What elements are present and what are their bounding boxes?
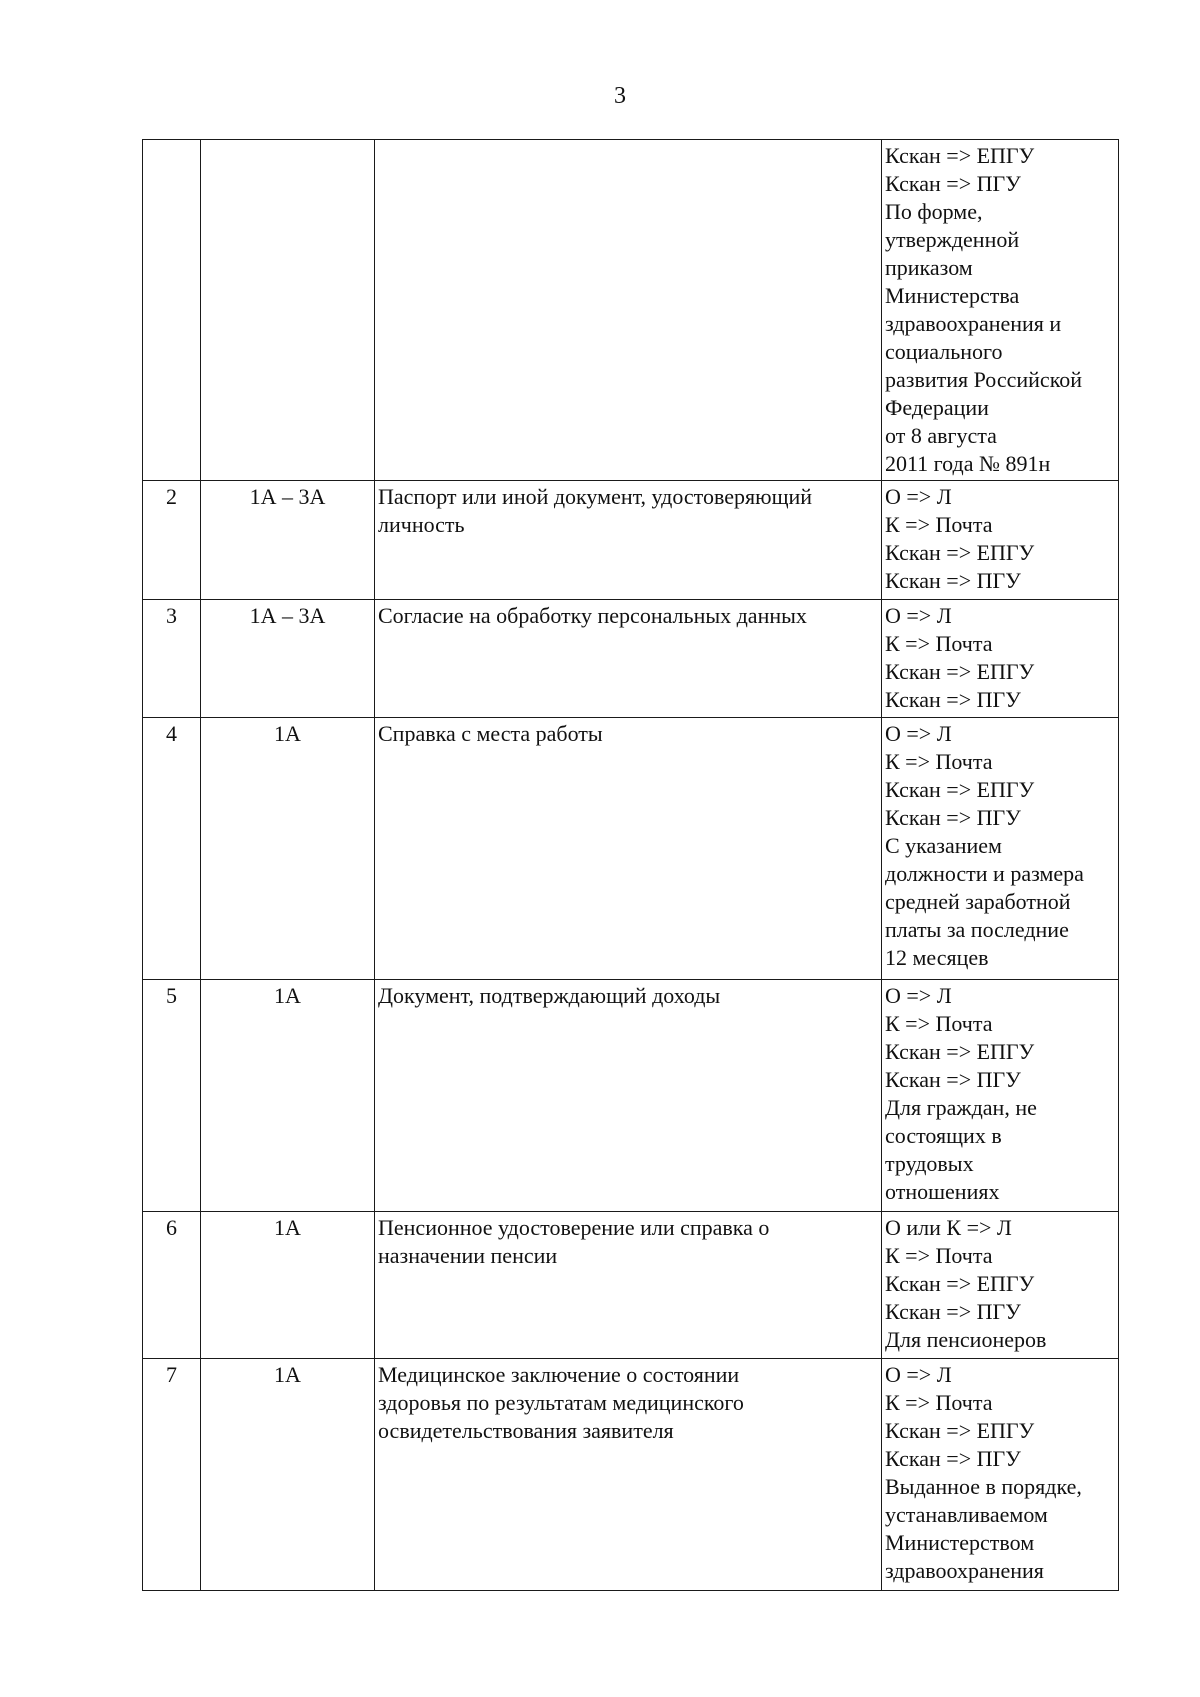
category-code-cell: 1А [201, 1212, 375, 1359]
form-line: утвержденной [885, 227, 1020, 252]
form-line: К => Почта [885, 512, 993, 537]
form-line: К => Почта [885, 631, 993, 656]
form-line: состоящих в [885, 1123, 1002, 1148]
submission-form-cell [882, 1212, 1119, 1359]
document-name-cell [375, 1359, 882, 1591]
form-line: К => Почта [885, 1390, 993, 1415]
form-line: О => Л [885, 721, 952, 746]
form-line: Кскан => ЕПГУ [885, 540, 1035, 565]
form-line: Федерации [885, 395, 989, 420]
name-line: Медицинское заключение о состоянии [378, 1362, 740, 1387]
submission-form-cell [882, 718, 1119, 980]
table-row [143, 718, 1119, 980]
row-number-cell: 7 [143, 1359, 201, 1591]
form-line: О или К => Л [885, 1215, 1012, 1240]
form-line: социального [885, 339, 1003, 364]
form-line: Кскан => ПГУ [885, 687, 1021, 712]
name-line: Согласие на обработку персональных данных [378, 603, 807, 628]
form-line: должности и размера [885, 861, 1084, 886]
name-line: Паспорт или иной документ, удостоверяющий [378, 484, 813, 509]
form-line: Для пенсионеров [885, 1327, 1047, 1352]
form-line: Кскан => ЕПГУ [885, 1271, 1035, 1296]
form-line: К => Почта [885, 1011, 993, 1036]
form-line: Кскан => ПГУ [885, 1299, 1021, 1324]
form-line: Кскан => ЕПГУ [885, 1418, 1035, 1443]
document-name-cell [375, 718, 882, 980]
form-line: О => Л [885, 1362, 952, 1387]
form-line: здравоохранения и [885, 311, 1062, 336]
form-line: приказом [885, 255, 973, 280]
submission-form-cell [882, 1359, 1119, 1591]
table-row [143, 1212, 1119, 1359]
form-line: Министерством [885, 1530, 1035, 1555]
category-code-cell: 1А [201, 980, 375, 1212]
name-line: Документ, подтверждающий доходы [378, 983, 721, 1008]
form-line: от 8 августа [885, 423, 997, 448]
form-line: Выданное в порядке, [885, 1474, 1082, 1499]
documents-table [142, 139, 1119, 1591]
form-line: Кскан => ПГУ [885, 171, 1021, 196]
document-name-cell [375, 1212, 882, 1359]
category-code-cell: 1А [201, 1359, 375, 1591]
form-line: средней заработной [885, 889, 1071, 914]
form-line: Кскан => ЕПГУ [885, 1039, 1035, 1064]
category-code-cell: 1А [201, 718, 375, 980]
document-name-cell [375, 600, 882, 718]
table-row [143, 481, 1119, 600]
name-line: освидетельствования заявителя [378, 1418, 674, 1443]
table-row [143, 140, 1119, 481]
submission-form-cell [882, 600, 1119, 718]
documents-table-body [143, 140, 1119, 1591]
submission-form-cell [882, 980, 1119, 1212]
form-line: Для граждан, не [885, 1095, 1037, 1120]
form-line: Кскан => ПГУ [885, 568, 1021, 593]
form-line: Кскан => ЕПГУ [885, 777, 1035, 802]
form-line: Министерства [885, 283, 1020, 308]
form-line: развития Российской [885, 367, 1083, 392]
name-line: назначении пенсии [378, 1243, 558, 1268]
form-line: 12 месяцев [885, 945, 989, 970]
form-line: Кскан => ПГУ [885, 1446, 1021, 1471]
form-line: По форме, [885, 199, 983, 224]
name-line: Пенсионное удостоверение или справка о [378, 1215, 770, 1240]
form-line: О => Л [885, 484, 952, 509]
table-row [143, 600, 1119, 718]
name-line: личность [378, 512, 465, 537]
row-number-cell: 6 [143, 1212, 201, 1359]
row-number-cell: 3 [143, 600, 201, 718]
name-line: Справка с места работы [378, 721, 603, 746]
form-line: платы за последние [885, 917, 1069, 942]
table-row [143, 980, 1119, 1212]
form-line: Кскан => ПГУ [885, 805, 1021, 830]
form-line: Кскан => ПГУ [885, 1067, 1021, 1092]
form-line: С указанием [885, 833, 1002, 858]
form-line: К => Почта [885, 749, 993, 774]
document-name-cell [375, 980, 882, 1212]
form-line: трудовых [885, 1151, 974, 1176]
form-line: Кскан => ЕПГУ [885, 143, 1035, 168]
document-name-cell [375, 481, 882, 600]
row-number-cell: 4 [143, 718, 201, 980]
page-number: 3 [614, 83, 626, 109]
form-line: устанавливаемом [885, 1502, 1048, 1527]
row-number-cell [143, 140, 201, 481]
form-line: О => Л [885, 603, 952, 628]
form-line: Кскан => ЕПГУ [885, 659, 1035, 684]
name-line: здоровья по результатам медицинского [378, 1390, 744, 1415]
category-code-cell: 1А – 3А [201, 481, 375, 600]
form-line: здравоохранения [885, 1558, 1044, 1583]
row-number-cell: 5 [143, 980, 201, 1212]
category-code-cell [201, 140, 375, 481]
form-line: отношениях [885, 1179, 1000, 1204]
category-code-cell: 1А – 3А [201, 600, 375, 718]
submission-form-cell [882, 140, 1119, 481]
form-line: 2011 года № 891н [885, 451, 1051, 476]
submission-form-cell [882, 481, 1119, 600]
table-row [143, 1359, 1119, 1591]
form-line: К => Почта [885, 1243, 993, 1268]
document-name-cell [375, 140, 882, 481]
row-number-cell: 2 [143, 481, 201, 600]
form-line: О => Л [885, 983, 952, 1008]
